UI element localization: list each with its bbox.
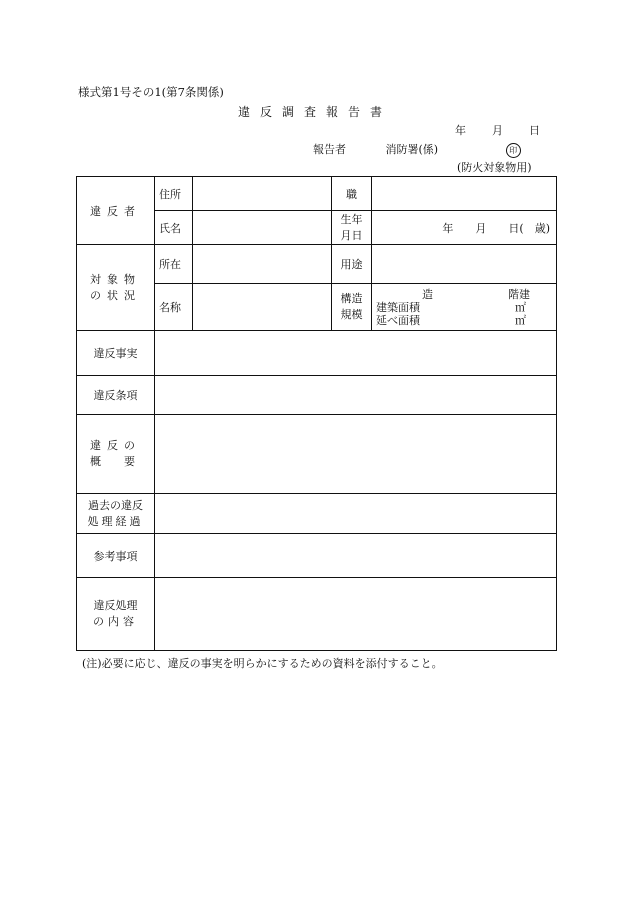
violation-facts-label: 違反事実 — [77, 331, 155, 376]
use-field[interactable] — [372, 245, 557, 284]
object-status-label: 対象物 の状況 — [77, 245, 155, 331]
violator-label: 違反者 — [77, 177, 155, 245]
reference-label: 参考事項 — [77, 534, 155, 578]
floors-unit: 階建 — [508, 287, 530, 301]
seal-icon: 印 — [506, 143, 521, 158]
violation-summary-field[interactable] — [155, 415, 557, 494]
birthdate-field[interactable]: 年 月 日( 歳) — [372, 211, 557, 245]
action-label: 違反処理 の内容 — [77, 578, 155, 651]
object-use-note: (防火対象物用) — [457, 161, 532, 174]
violation-summary-label: 違反の 概 要 — [77, 415, 155, 494]
reporter-label: 報告者 — [313, 143, 346, 156]
position-label: 職 — [332, 177, 372, 211]
date-month-label: 月 — [492, 124, 503, 137]
date-year-label: 年 — [455, 124, 466, 137]
violation-facts-field[interactable] — [155, 331, 557, 376]
report-date — [455, 122, 540, 138]
structure-field[interactable] — [372, 284, 557, 331]
total-floor-area-unit: ㎡ — [515, 313, 526, 327]
reporter-line — [313, 141, 521, 158]
object-name-label: 名称 — [155, 284, 193, 331]
birthdate-label: 生年 月日 — [332, 211, 372, 245]
structure-label: 構造 規模 — [332, 284, 372, 331]
name-label: 氏名 — [155, 211, 193, 245]
location-field[interactable] — [193, 245, 332, 284]
past-history-label: 過去の違反 処理経過 — [77, 494, 155, 534]
position-field[interactable] — [372, 177, 557, 211]
object-name-field[interactable] — [193, 284, 332, 331]
footnote: (注)必要に応じ、違反の事実を明らかにするための資料を添付すること。 — [82, 657, 443, 670]
date-day-label: 日 — [529, 124, 540, 137]
structure-unit: 造 — [422, 287, 433, 301]
building-area-unit: ㎡ — [515, 300, 526, 314]
form-number: 様式第1号その1(第7条関係) — [78, 85, 224, 99]
address-label: 住所 — [155, 177, 193, 211]
building-area-label: 建築面積 — [376, 300, 420, 314]
action-field[interactable] — [155, 578, 557, 651]
document-title: 違反調査報告書 — [238, 105, 393, 119]
address-field[interactable] — [193, 177, 332, 211]
violation-articles-field[interactable] — [155, 376, 557, 415]
reference-field[interactable] — [155, 534, 557, 578]
past-history-field[interactable] — [155, 494, 557, 534]
location-label: 所在 — [155, 245, 193, 284]
report-table — [76, 176, 557, 651]
violation-articles-label: 違反条項 — [77, 376, 155, 415]
use-label: 用途 — [332, 245, 372, 284]
total-floor-area-label: 延べ面積 — [376, 313, 420, 327]
reporter-station: 消防署(係) — [385, 143, 439, 156]
name-field[interactable] — [193, 211, 332, 245]
